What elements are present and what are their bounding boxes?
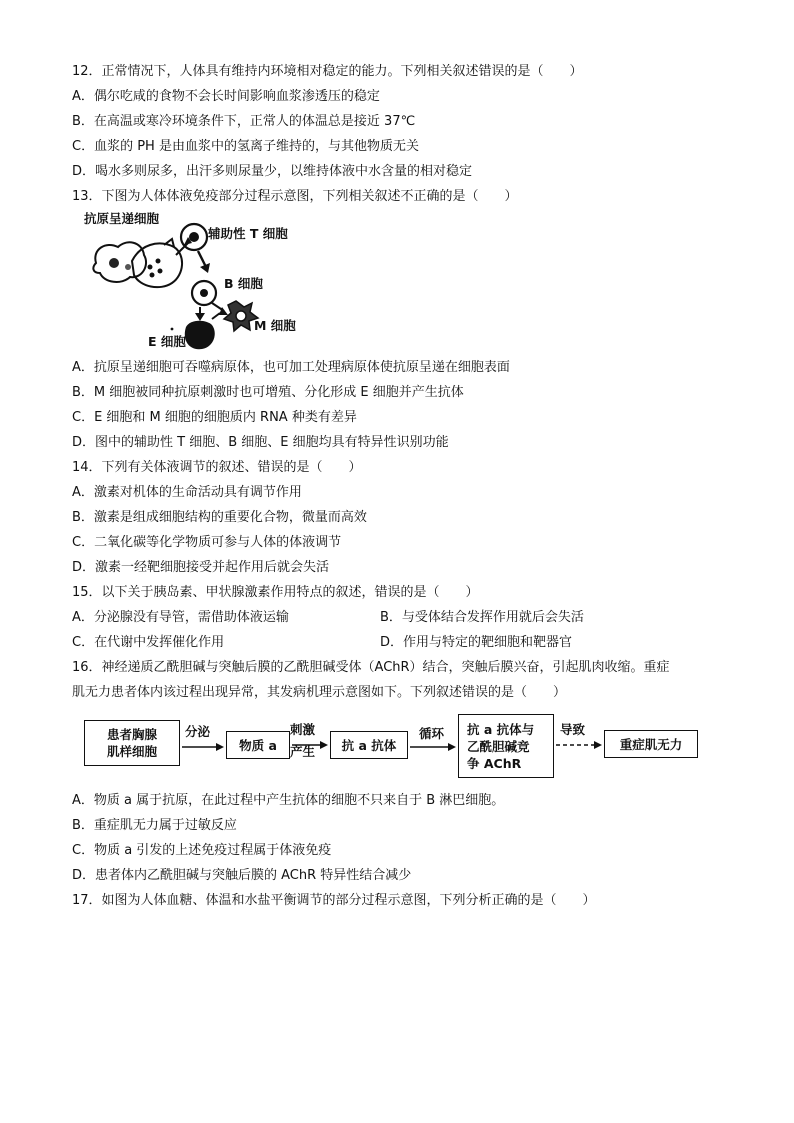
q16-option-c: C．物质 a 引发的上述免疫过程属于体液免疫 <box>72 843 332 858</box>
flow-arrow2 <box>290 740 330 750</box>
effector-cell-drawing <box>185 313 220 349</box>
q16-option-b: B．重症肌无力属于过敏反应 <box>72 818 237 833</box>
q13-option-a: A．抗原呈递细胞可吞噬病原体，也可加工处理病原体使抗原呈递在细胞表面 <box>72 360 510 375</box>
myasthenia-flowchart <box>84 712 704 784</box>
flow-arrow1 <box>180 742 226 752</box>
flow-arrow3-label: 循环 <box>419 726 445 741</box>
flow-arrow3 <box>408 742 458 752</box>
q16-option-a: A．物质 a 属于抗原，在此过程中产生抗体的细胞不只来自于 B 淋巴细胞。 <box>72 793 505 808</box>
q16-stem-line2: 肌无力患者体内该过程出现异常，其发病机理示意图如下。下列叙述错误的是（ ） <box>72 685 567 700</box>
q12-stem: 12．正常情况下，人体具有维持内环境相对稳定的能力。下列相关叙述错误的是（ ） <box>72 64 583 79</box>
b-cell-drawing <box>192 281 216 305</box>
b-cell-label: B 细胞 <box>224 276 263 291</box>
flow-arrow4-dashed <box>554 740 604 750</box>
memory-cell-drawing <box>224 301 258 331</box>
flow-box-anti-a-antibody: 抗 a 抗体 <box>330 731 408 759</box>
q14-option-c: C．二氧化碳等化学物质可参与人体的体液调节 <box>72 535 342 550</box>
flow-box4-line1: 抗 a 抗体与 <box>467 721 535 737</box>
m-cell-label: M 细胞 <box>254 318 296 333</box>
q16-stem-line1: 16．神经递质乙酰胆碱与突触后膜的乙酰胆碱受体（AChR）结合，突触后膜兴奋，引起肌肉收缩。重症 <box>72 660 670 675</box>
q13-option-c: C．E 细胞和 M 细胞的细胞质内 RNA 种类有差异 <box>72 410 357 425</box>
q15-option-d: D．作用与特定的靶细胞和靶器官 <box>380 635 573 650</box>
flow-arrow4-label: 导致 <box>560 722 586 737</box>
flow-box-thymus-cells <box>84 720 180 766</box>
q15-option-c: C．在代谢中发挥催化作用 <box>72 635 225 650</box>
q13-option-b: B．M 细胞被同种抗原刺激时也可增殖、分化形成 E 细胞并产生抗体 <box>72 385 464 400</box>
antigen-presenting-cell-drawing <box>93 239 182 287</box>
q17-stem: 17．如图为人体血糖、体温和水盐平衡调节的部分过程示意图，下列分析正确的是（ ） <box>72 893 596 908</box>
q14-option-a: A．激素对机体的生命活动具有调节作用 <box>72 485 302 500</box>
helper-t-cell-drawing <box>181 224 207 250</box>
flow-box-substance-a: 物质 a <box>226 731 290 759</box>
flow-arrow2-label-bottom: 产生 <box>290 744 316 759</box>
e-cell-label: E 细胞 <box>148 334 186 349</box>
q14-option-d: D．激素一经靶细胞接受并起作用后就会失活 <box>72 560 330 575</box>
helper-t-cell-label: 辅助性 T 细胞 <box>208 226 288 241</box>
flow-box1-line1: 患者胸腺 <box>106 727 157 742</box>
immune-process-figure <box>84 211 308 355</box>
q13-stem: 13．下图为人体体液免疫部分过程示意图，下列相关叙述不正确的是（ ） <box>72 189 518 204</box>
flow-box1-line2: 肌样细胞 <box>106 744 157 759</box>
q12-option-d: D．喝水多则尿多，出汗多则尿量少，以维持体液中水含量的相对稳定 <box>72 164 473 179</box>
flow-arrow1-label: 分泌 <box>185 724 211 739</box>
flow-arrow2-label-top: 刺激 <box>290 722 316 737</box>
q12-option-b: B．在高温或寒冷环境条件下，正常人的体温总是接近 37℃ <box>72 114 416 129</box>
q15-stem: 15．以下关于胰岛素、甲状腺激素作用特点的叙述，错误的是（ ） <box>72 585 479 600</box>
q15-option-b: B．与受体结合发挥作用就后会失活 <box>380 610 584 625</box>
apc-label: 抗原呈递细胞 <box>84 211 160 226</box>
q13-option-d: D．图中的辅助性 T 细胞、B 细胞、E 细胞均具有特异性识别功能 <box>72 435 449 450</box>
q14-option-b: B．激素是组成细胞结构的重要化合物，微量而高效 <box>72 510 367 525</box>
q12-option-a: A．偶尔吃咸的食物不会长时间影响血浆渗透压的稳定 <box>72 89 380 104</box>
q12-option-c: C．血浆的 PH 是由血浆中的氢离子维持的，与其他物质无关 <box>72 139 419 154</box>
flow-box4-line3: 争 AChR <box>467 755 522 771</box>
q14-stem: 14．下列有关体液调节的叙述、错误的是（ ） <box>72 460 362 475</box>
q16-option-d: D．患者体内乙酰胆碱与突触后膜的 AChR 特异性结合减少 <box>72 868 412 883</box>
flow-box-myasthenia: 重症肌无力 <box>604 730 698 758</box>
q15-option-a: A．分泌腺没有导管，需借助体液运输 <box>72 610 289 625</box>
flow-box-competition <box>458 714 554 778</box>
flow-box4-line2: 乙酰胆碱竞 <box>467 738 530 754</box>
